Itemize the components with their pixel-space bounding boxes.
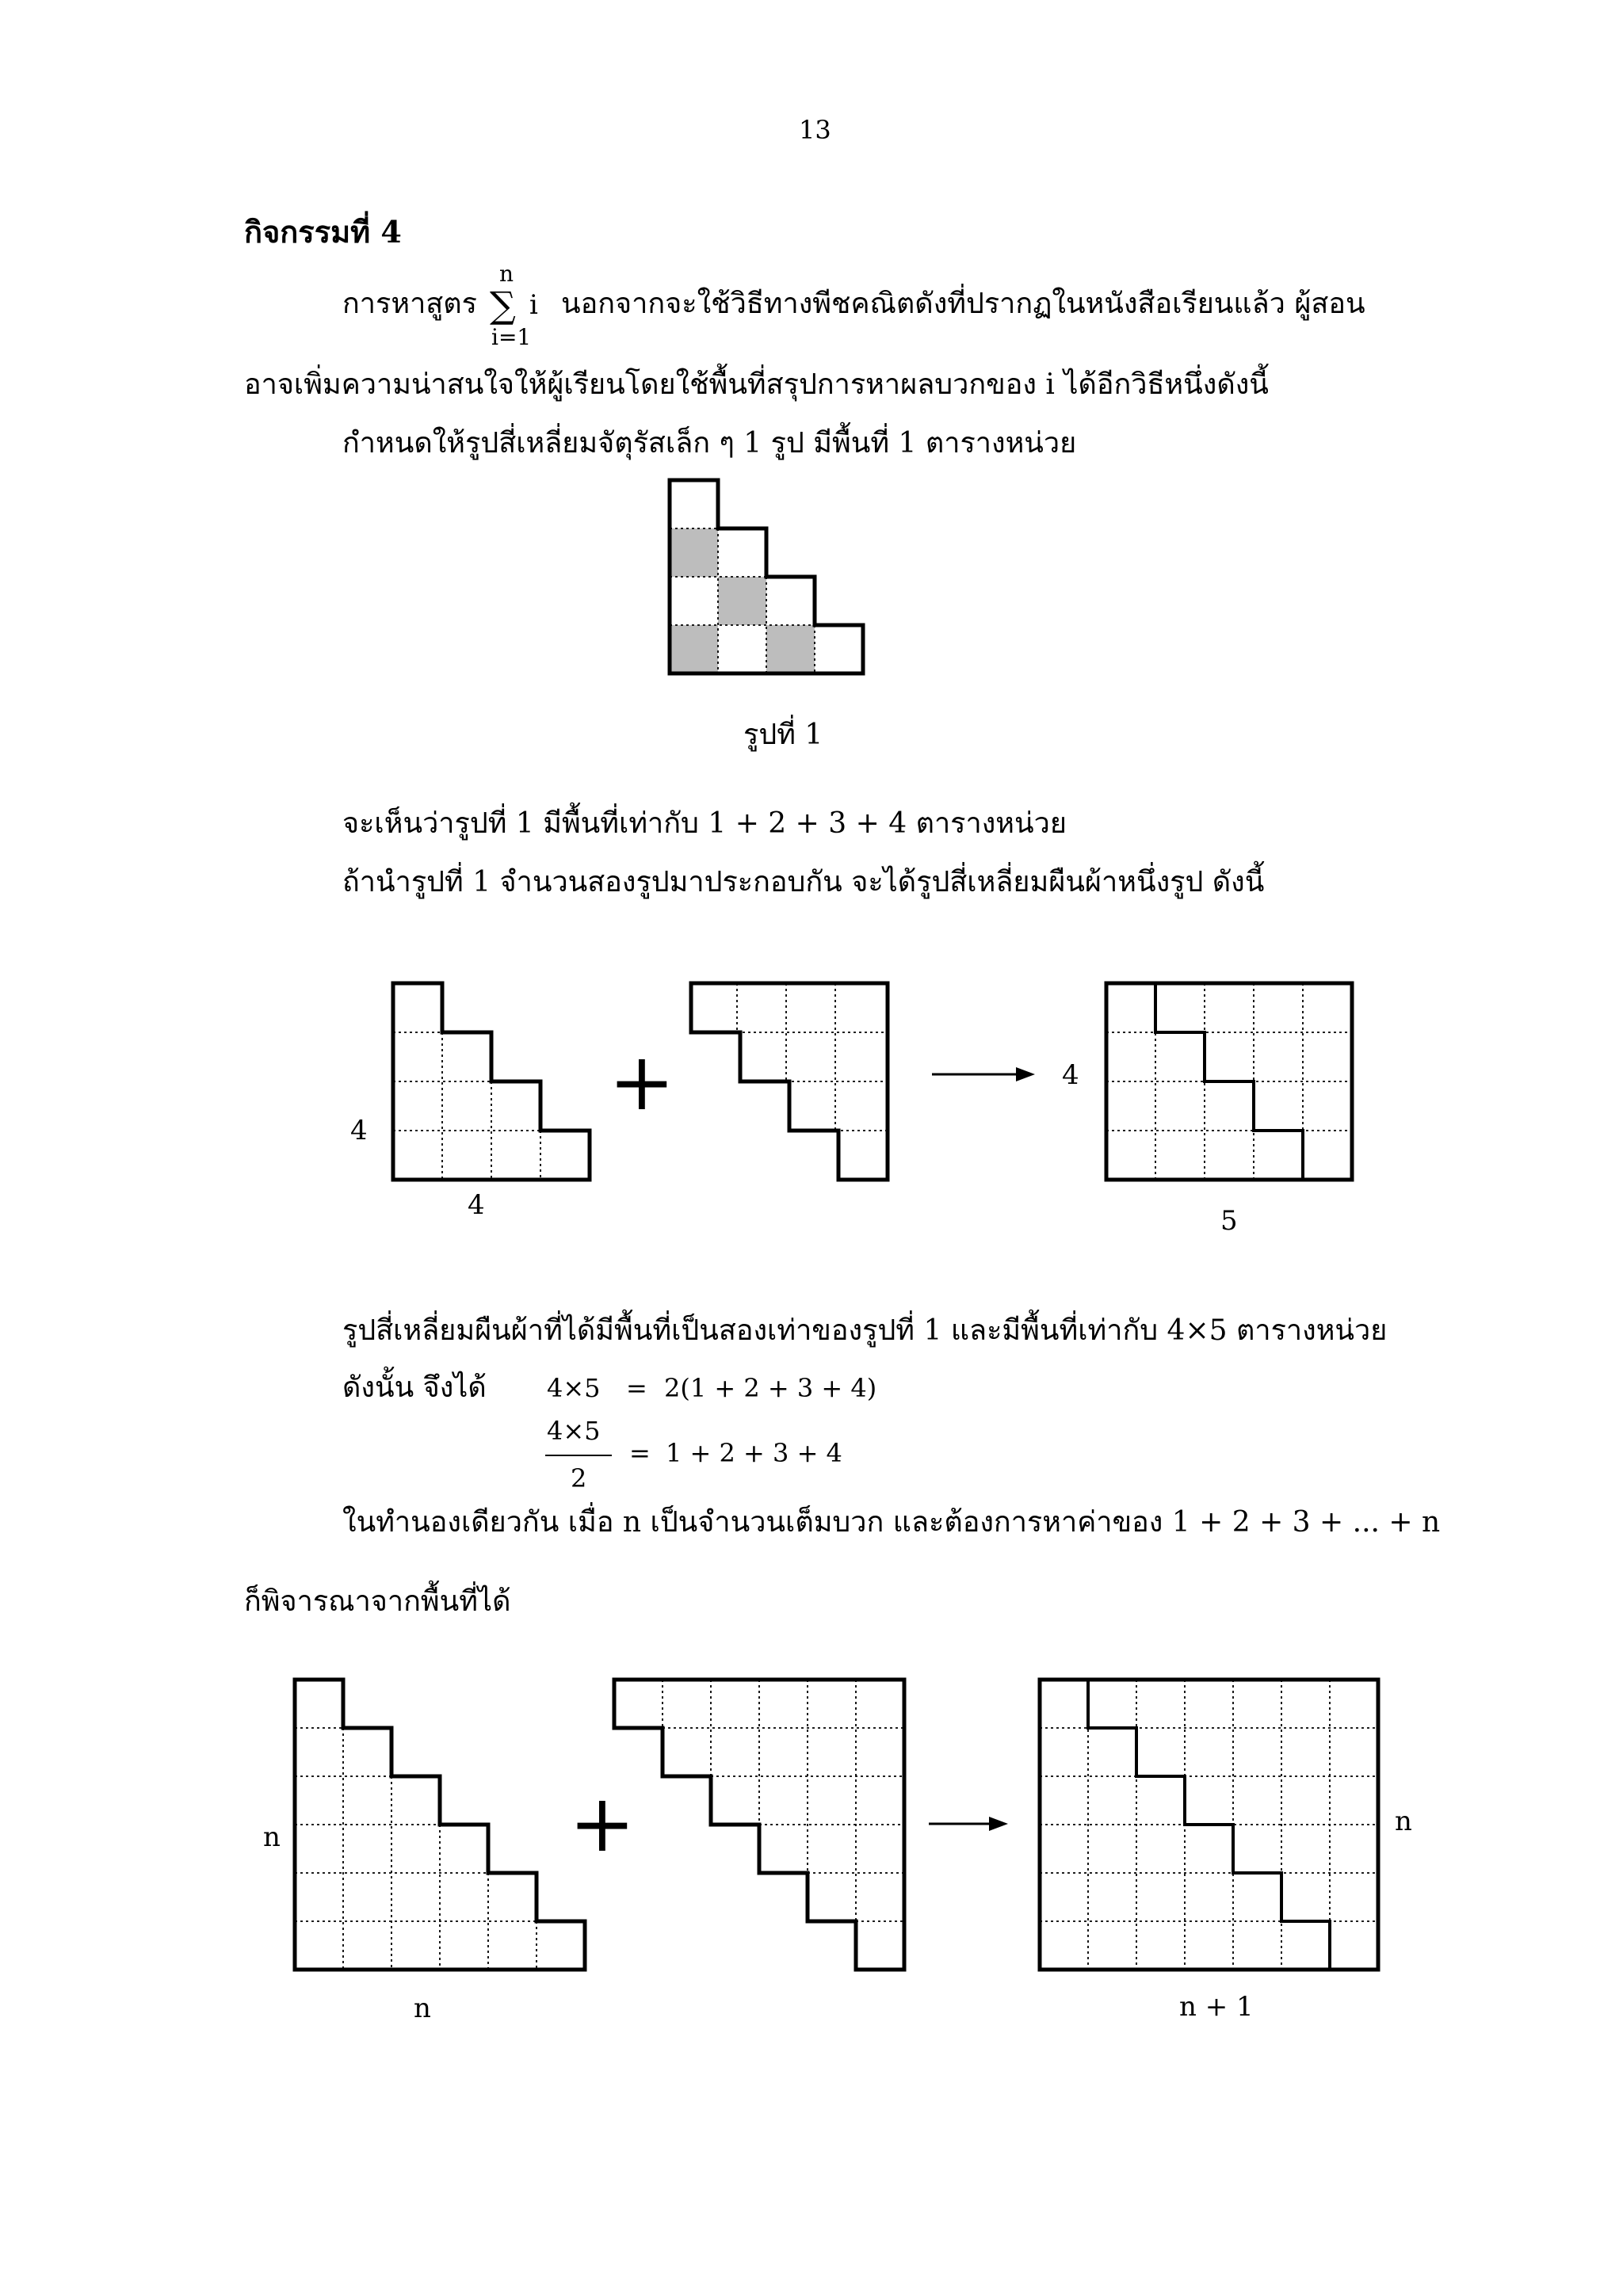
figure1-staircase — [670, 480, 863, 673]
eq2-equals: = — [629, 1438, 651, 1468]
para1-rest: นอกจากจะใช้วิธีทางพีชคณิตดังที่ปรากฏในหนังสือเรียนแล้ว ผู้สอน — [561, 288, 1365, 320]
sum-variable: i — [529, 289, 538, 321]
para4-line1: ในทำนองเดียวกัน เมื่อ n เป็นจำนวนเต็มบวก และต้องการหาค่าของ 1 + 2 + 3 + ... + n — [342, 1506, 1441, 1539]
fig2-right-width-label: 5 — [1220, 1205, 1238, 1237]
fraction-numerator: 4×5 — [547, 1416, 601, 1446]
sum-lower-limit: i=1 — [491, 324, 532, 350]
para2-line1: จะเห็นว่ารูปที่ 1 มีพื้นที่เท่ากับ 1 + 2 + 3 + 4 ตารางหน่วย — [342, 807, 1067, 840]
figure3-left-staircase — [295, 1680, 585, 1970]
sum-sigma: ∑ — [490, 284, 516, 326]
fraction-denominator: 2 — [571, 1463, 587, 1493]
figure2-inverted-staircase — [691, 983, 888, 1180]
eq1-rhs: 2(1 + 2 + 3 + 4) — [664, 1373, 877, 1403]
shaded-cell — [718, 577, 766, 625]
fig3-right-width-label: n + 1 — [1179, 1991, 1254, 2023]
eq2-rhs: 1 + 2 + 3 + 4 — [666, 1438, 842, 1468]
figure3-rectangle — [1040, 1680, 1378, 1970]
para1-lead: การหาสูตร — [342, 288, 477, 320]
fig3-left-width-label: n — [414, 1993, 431, 2024]
para4-line2: ก็พิจารณาจากพื้นที่ได้ — [244, 1585, 511, 1618]
para2-line2: ถ้านำรูปที่ 1 จำนวนสองรูปมาประกอบกัน จะได้รูปสี่เหลี่ยมผืนผ้าหนึ่งรูป ดังนี้ — [342, 866, 1265, 898]
shaded-cell — [670, 625, 718, 673]
fig3-right-height-label: n — [1395, 1806, 1412, 1837]
figure3-inverted-staircase — [614, 1680, 904, 1970]
activity-heading: กิจกรรมที่ 4 — [244, 214, 402, 250]
fig2-plus-sign: + — [609, 1035, 675, 1128]
eq1-lhs: 4×5 — [547, 1373, 601, 1403]
fig2-left-width-label: 4 — [468, 1189, 485, 1221]
fig2-right-height-label: 4 — [1062, 1059, 1079, 1091]
para1-line3: กำหนดให้รูปสี่เหลี่ยมจัตุรัสเล็ก ๆ 1 รูป มีพื้นที่ 1 ตารางหน่วย — [342, 427, 1077, 460]
para3-line1: รูปสี่เหลี่ยมผืนผ้าที่ได้มีพื้นที่เป็นสองเท่าของรูปที่ 1 และมีพื้นที่เท่ากับ 4×5 ตารางหน่วย — [342, 1314, 1388, 1347]
therefore-text: ดังนั้น จึงได้ — [342, 1371, 487, 1404]
para1-line2: อาจเพิ่มความน่าสนใจให้ผู้เรียนโดยใช้พื้นที่สรุปการหาผลบวกของ i ได้อีกวิธีหนึ่งดังนี้ — [244, 368, 1269, 401]
fig3-plus-sign: + — [569, 1777, 636, 1870]
sum-upper-limit: n — [499, 261, 514, 287]
fig3-left-height-label: n — [263, 1821, 281, 1853]
figure2-rectangle — [1106, 983, 1352, 1180]
fig3-arrow-icon — [929, 1817, 1008, 1831]
page-number: 13 — [799, 115, 831, 145]
eq1-equals: = — [626, 1373, 647, 1403]
shaded-cell — [766, 625, 815, 673]
figure1-caption: รูปที่ 1 — [743, 719, 823, 751]
figure2-left-staircase — [393, 983, 590, 1180]
fig2-left-height-label: 4 — [350, 1115, 368, 1146]
fig2-arrow-icon — [932, 1067, 1035, 1081]
shaded-cell — [670, 528, 718, 577]
